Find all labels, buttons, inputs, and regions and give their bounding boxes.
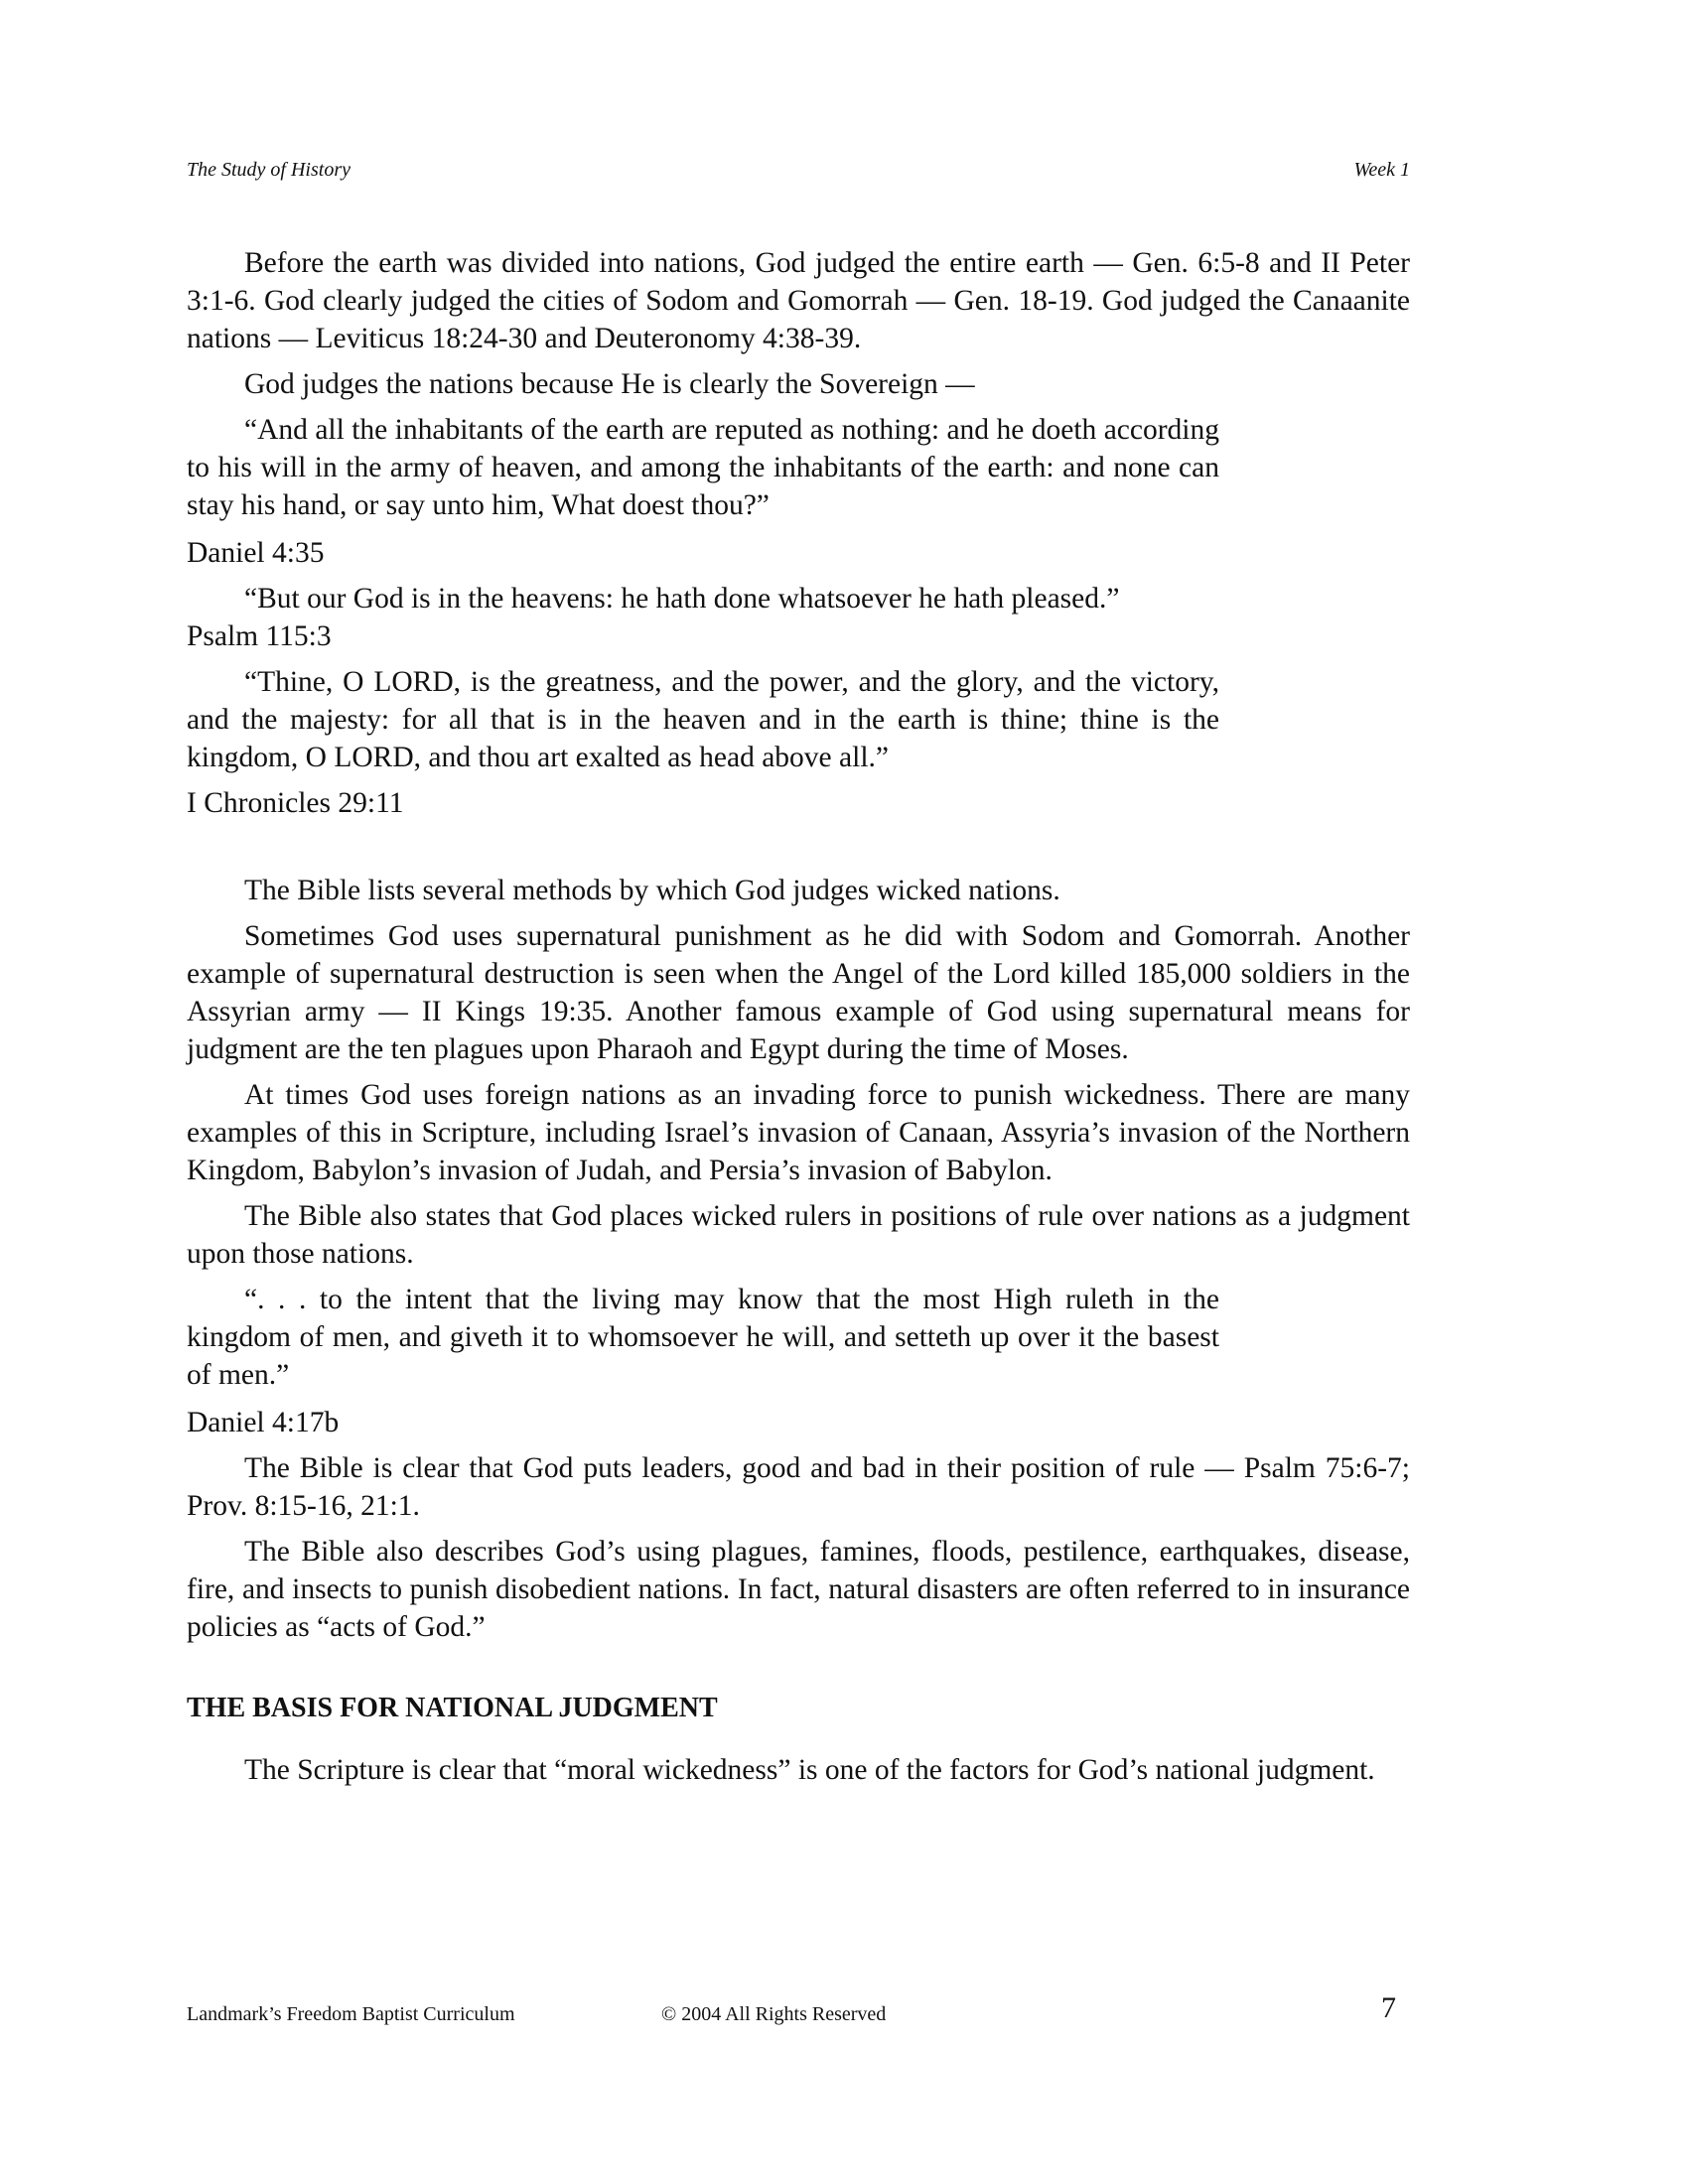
paragraph: God judges the nations because He is clearly the Sovereign — [244, 368, 975, 400]
paragraph: The Bible also states that God places wicked rulers in positions of rule over nations as a judgment upon those nations. [187, 1200, 1410, 1270]
paragraph: Before the earth was divided into nations, God judged the entire earth — Gen. 6:5-8 and II Peter 3:1-6. God clearly judged the cities of Sodom and Gomorrah — Gen. 18-19. God judged the Canaanite nations — Leviticus 18:24-30 and Deuteronomy 4:38-39. [187, 247, 1410, 354]
paragraph: The Scripture is clear that “moral wickedness” is one of the factors for God’s national judgment. [244, 1754, 1375, 1786]
paragraph: The Bible lists several methods by which God judges wicked nations. [244, 875, 1060, 906]
scripture-reference: Daniel 4:35 [187, 537, 325, 569]
header-title: The Study of History [187, 159, 351, 181]
paragraph: Sometimes God uses supernatural punishment as he did with Sodom and Gomorrah. Another example of supernatural destruction is seen when the Angel of the Lord killed 185,000 soldiers in the Assyrian army — II Kings 19:35. Another famous example of God using supernatural means for judgment are the ten plagues upon Pharaoh and Egypt during the time of Moses. [187, 920, 1410, 1065]
footer-copyright: © 2004 All Rights Reserved [661, 2003, 887, 2025]
scripture-reference: Daniel 4:17b [187, 1407, 340, 1438]
paragraph: The Bible also describes God’s using plagues, famines, floods, pestilence, earthquakes, disease, fire, and insects to punish disobedient nations. In fact, natural disasters are often referred to in insurance policies as “acts of God.” [187, 1536, 1410, 1643]
body-text [187, 244, 1410, 1789]
page-number: 7 [1381, 1991, 1396, 2024]
block-quote: “. . . to the intent that the living may know that the most High ruleth in the kingdom of men, and giveth it to whomsoever he will, and setteth up over it the basest of men.” [187, 1284, 1219, 1391]
paragraph: The Bible is clear that God puts leaders, good and bad in their position of rule — Psalm 75:6-7; Prov. 8:15-16, 21:1. [187, 1452, 1410, 1522]
paragraph: At times God uses foreign nations as an invading force to punish wickedness. There are many examples of this in Scripture, including Israel’s invasion of Canaan, Assyria’s invasion of the Northern Kingdom, Babylon’s invasion of Judah, and Persia’s invasion of Babylon. [187, 1079, 1410, 1186]
section-heading: THE BASIS FOR NATIONAL JUDGMENT [187, 1693, 718, 1723]
block-quote: “Thine, O LORD, is the greatness, and the power, and the glory, and the victory, and the majesty: for all that is in the heaven and in the earth is thine; thine is the kingdom, O LORD, and thou art exalted as head above all.” [187, 666, 1219, 773]
scripture-reference: I Chronicles 29:11 [187, 787, 404, 819]
scripture-reference: Psalm 115:3 [187, 620, 332, 652]
block-quote: “But our God is in the heavens: he hath done whatsoever he hath pleased.” [244, 583, 1120, 614]
block-quote: “And all the inhabitants of the earth are reputed as nothing: and he doeth according to his will in the army of heaven, and among the inhabitants of the earth: and none can stay his hand, or say unto him, What doest thou?” [187, 414, 1219, 521]
footer-curriculum: Landmark’s Freedom Baptist Curriculum [187, 2003, 515, 2025]
header-week: Week 1 [1353, 159, 1410, 181]
